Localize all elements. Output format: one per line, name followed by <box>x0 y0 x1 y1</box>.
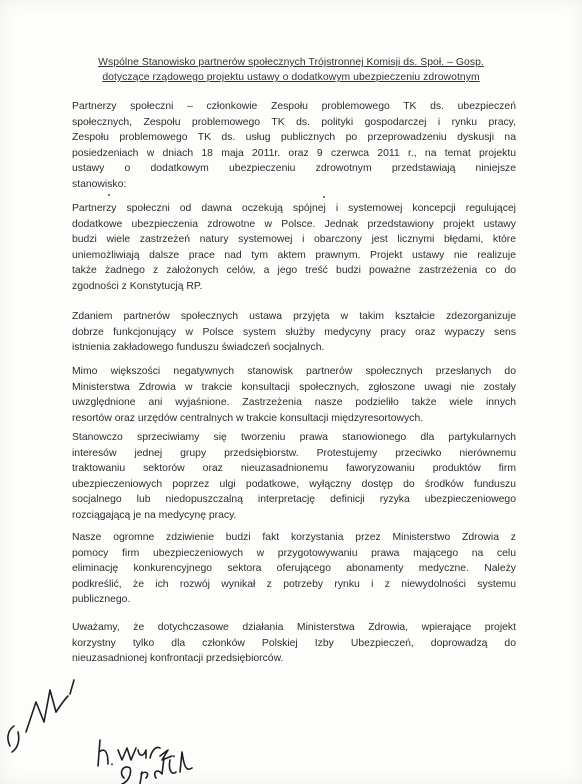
paragraph-4 <box>72 364 516 426</box>
text-line: także żadnego z założonych celów, a jego treść budzi poważne zastrzeżenia co do <box>72 265 516 277</box>
text-line: Partnerzy społeczni – członkowie Zespołu problemowego TK ds. ubezpieczeń <box>72 101 516 112</box>
text-line: rozciągającą je na medycynę pracy. <box>72 509 237 521</box>
title-line-1: Wspólne Stanowisko partnerów społecznych Trójstronnej Komisji ds. Społ. – Gosp. <box>98 57 484 68</box>
text-line: podkreślić, że ich rozwój wynikał z potrzeby rynku i z niewydolności systemu <box>72 578 516 590</box>
scan-speck <box>108 194 110 196</box>
text-line: ustawy o dodatkowym ubezpieczeniu zdrowotnym przedstawiają niniejsze <box>72 163 516 175</box>
handwritten-signatures <box>0 660 220 784</box>
text-line: eliminację konkurencyjnego sektora oferującego abonamenty medyczne. Należy <box>72 563 516 575</box>
text-line: pomocy firm ubezpieczeniowych w przygotowywaniu prawa mającego na celu <box>72 547 516 559</box>
title-line-2: dotyczące rządowego projektu ustawy o dodatkowym ubezpieczeniu zdrowotnym <box>102 72 480 83</box>
text-line: Zespołu problemowego TK ds. usług publicznych po przeprowadzeniu dyskusji na <box>72 132 516 144</box>
paragraph-5 <box>72 430 516 524</box>
signature-stroke <box>70 680 74 694</box>
text-line: korzystny tylko dla członków Polskiej Izby Ubezpieczeń, doprowadzą do <box>72 637 516 649</box>
text-line: budzi wiele zastrzeżeń natury systemowej i obarczony jest licznymi błędami, które <box>72 234 516 246</box>
text-line: dobrze funkcjonujący w Polsce system służby medycyny pracy oraz wypaczy sens <box>72 326 516 338</box>
signature-stroke <box>160 750 172 760</box>
text-line: interesów jednej grupy przedsiębiorstw. Protestujemy przeciwko nierównemu <box>72 447 516 459</box>
text-line: dodatkowe ubezpieczenia zdrowotne w Polsce. Jednak przedstawiony projekt ustawy <box>72 218 516 230</box>
signature-stroke <box>8 726 19 752</box>
signature-stroke <box>26 690 56 732</box>
text-line: ubezpieczeniowych poprzez ulgi podatkowe, wyłączny dostęp do środków funduszu <box>72 478 516 490</box>
text-line: publicznego. <box>72 594 131 606</box>
text-line: stanowisko: <box>72 178 127 190</box>
signature-stroke <box>140 772 148 784</box>
text-line: zgodności z Konstytucją RP. <box>72 280 203 292</box>
text-line: istnienia zakładowego funduszu świadczeń socjalnych. <box>72 342 325 354</box>
text-line: uwzględnione ani wyjaśnione. Zastrzeżenia nasze podzieliło także wiele innych <box>72 397 516 409</box>
signature-stroke <box>155 758 164 778</box>
signature-stroke <box>138 750 146 758</box>
text-line: Stanowczo sprzeciwiamy się tworzeniu prawa stanowionego dla partykularnych <box>72 432 516 443</box>
signature-stroke <box>118 748 136 760</box>
signature-stroke <box>180 752 192 772</box>
text-line: społecznych, Zespołu problemowego TK ds. polityki gospodarczej i rynku pracy, <box>72 116 516 128</box>
text-line: resortów oraz urzędów centralnych w trakcie konsultacji międzyresortowych. <box>72 412 424 424</box>
text-line: Nasze ogromne zdziwienie budzi fakt korzystania przez Ministerstwo Zdrowia z <box>72 532 516 543</box>
signature-stroke <box>56 696 68 712</box>
paragraph-3 <box>72 309 516 356</box>
text-line: traktowaniu sektorów oraz nieuzasadnionemu faworyzowaniu produktów firm <box>72 463 516 475</box>
signature-stroke <box>122 767 131 784</box>
text-line: Mimo większości negatywnych stanowisk partnerów społecznych przesłanych do <box>72 366 516 377</box>
text-line: Ministerstwa Zdrowia w trakcie konsultacji społecznych, zgłoszone uwagi nie zostały <box>72 381 516 393</box>
signature-stroke <box>169 756 176 773</box>
text-line: uniemożliwiają dalsze prace nad tym aktem prawnym. Projekt ustawy nie realizuje <box>72 249 516 261</box>
text-line: nieuzasadnionej konfrontacji przedsiębiorców. <box>72 653 284 665</box>
text-line: Zdaniem partnerów społecznych ustawa przyjęta w takim kształcie zdezorganizuje <box>72 311 516 322</box>
document-title <box>60 55 522 85</box>
text-line: Partnerzy społeczni od dawna oczekują spójnej i systemowej koncepcji regulującej <box>72 203 516 214</box>
text-line: posiedzeniach w dniach 18 maja 2011r. oraz 9 czerwca 2011 r., na temat projektu <box>72 147 516 159</box>
signature-stroke <box>150 747 160 758</box>
paragraph-6 <box>72 530 516 608</box>
paragraph-2 <box>72 201 516 295</box>
scan-speck <box>323 196 325 198</box>
text-line: socjalnego lub niedopuszczalną interpretację definicji ryzyka ubezpieczeniowego <box>72 494 516 506</box>
signature-stroke <box>98 740 108 766</box>
paragraph-1 <box>72 99 516 193</box>
text-line: Uważamy, że dotychczasowe działania Ministerstwa Zdrowia, wpierające projekt <box>72 622 516 633</box>
